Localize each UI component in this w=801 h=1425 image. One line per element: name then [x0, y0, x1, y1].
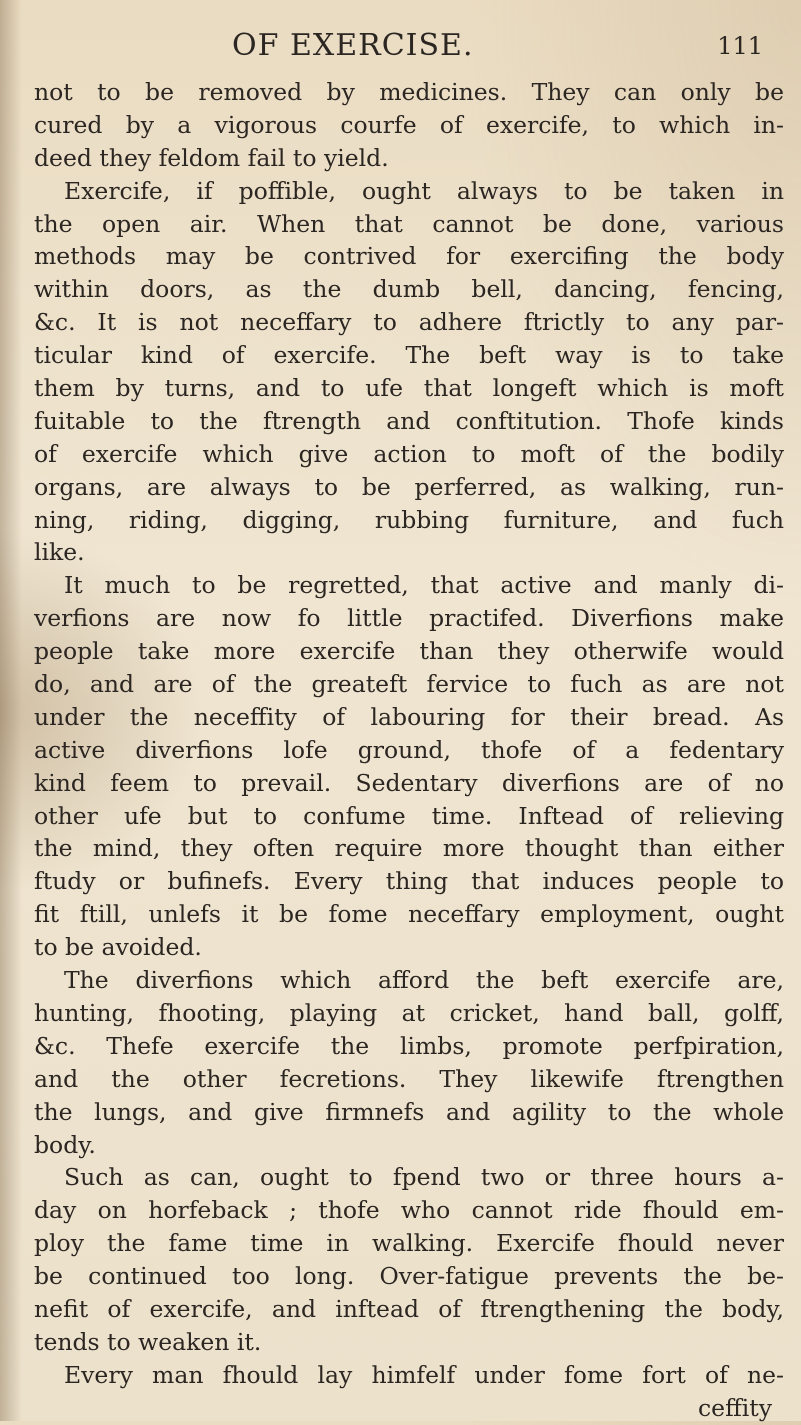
text-line: do, and are of the greateft fervice to fuch as are not [34, 670, 784, 699]
text-line: cured by a vigorous courfe of exercife, to which in- [34, 110, 784, 139]
running-head: OF EXERCISE. [232, 28, 474, 63]
text-line: fuitable to the ftrength and conftitution. Thofe kinds [34, 406, 784, 435]
text-line: to be avoided. [34, 933, 202, 962]
text-line: body. [34, 1130, 96, 1159]
text-line: Exercife, if poffible, ought always to be taken in [64, 176, 784, 205]
text-line: not to be removed by medicines. They can only be [34, 78, 784, 106]
text-line: deed they feldom fail to yield. [34, 143, 389, 172]
text-line: organs, are always to be perferred, as walking, run- [34, 472, 784, 501]
text-line: active diverfions lofe ground, thofe of a fedentary [34, 735, 784, 764]
text-line: under the neceffity of labouring for their bread. As [34, 702, 784, 731]
text-line: methods may be contrived for exercifing the body [34, 242, 784, 271]
text-line: ftudy or bufinefs. Every thing that induces people to [34, 867, 784, 896]
catchword: ceffity [698, 1393, 772, 1422]
text-line: &c. Thefe exercife the limbs, promote perfpiration, [34, 1031, 784, 1060]
text-line: the lungs, and give firmnefs and agility to the whole [34, 1097, 784, 1126]
text-line: fit ftill, unlefs it be fome neceffary employment, ought [34, 900, 784, 929]
body-text [34, 76, 784, 1425]
text-line: be continued too long. Over-fatigue prevents the be- [34, 1262, 784, 1291]
text-line: tends to weaken it. [34, 1327, 262, 1356]
text-line: Every man fhould lay himfelf under fome fort of ne- [64, 1360, 784, 1389]
text-line: &c. It is not neceffary to adhere ftrictly to any par- [34, 308, 784, 337]
text-line: ticular kind of exercife. The beft way is to take [34, 341, 784, 370]
text-line: hunting, fhooting, playing at cricket, hand ball, golff, [34, 998, 784, 1027]
text-line: people take more exercife than they otherwife would [34, 637, 784, 666]
text-line: of exercife which give action to moft of the bodily [34, 439, 784, 468]
text-line: like. [34, 538, 85, 567]
text-line: day on horfeback ; thofe who cannot ride fhould em- [34, 1196, 784, 1225]
text-line: The diverfions which afford the beft exercife are, [64, 966, 784, 995]
text-line: Such as can, ought to fpend two or three hours a- [64, 1163, 784, 1192]
text-line: within doors, as the dumb bell, dancing, fencing, [34, 275, 784, 304]
text-line: them by turns, and to ufe that longeft which is moft [34, 374, 784, 403]
text-line: verfions are now fo little practifed. Diverfions make [34, 604, 784, 633]
text-line: other ufe but to confume time. Inftead of relieving [34, 801, 784, 830]
text-line: the mind, they often require more thought than either [34, 834, 784, 863]
text-line: ploy the fame time in walking. Exercife fhould never [34, 1229, 784, 1258]
gutter-shadow [0, 0, 22, 1421]
text-line: and the other fecretions. They likewife ftrengthen [34, 1064, 784, 1093]
text-line: ning, riding, digging, rubbing furniture, and fuch [34, 505, 784, 534]
text-line: the open air. When that cannot be done, various [34, 209, 784, 238]
text-line: It much to be regretted, that active and manly di- [64, 571, 784, 600]
page-number: 111 [717, 32, 763, 60]
text-line: kind feem to prevail. Sedentary diverfions are of no [34, 768, 784, 797]
text-line: nefit of exercife, and inftead of ftrengthening the body, [34, 1294, 784, 1323]
